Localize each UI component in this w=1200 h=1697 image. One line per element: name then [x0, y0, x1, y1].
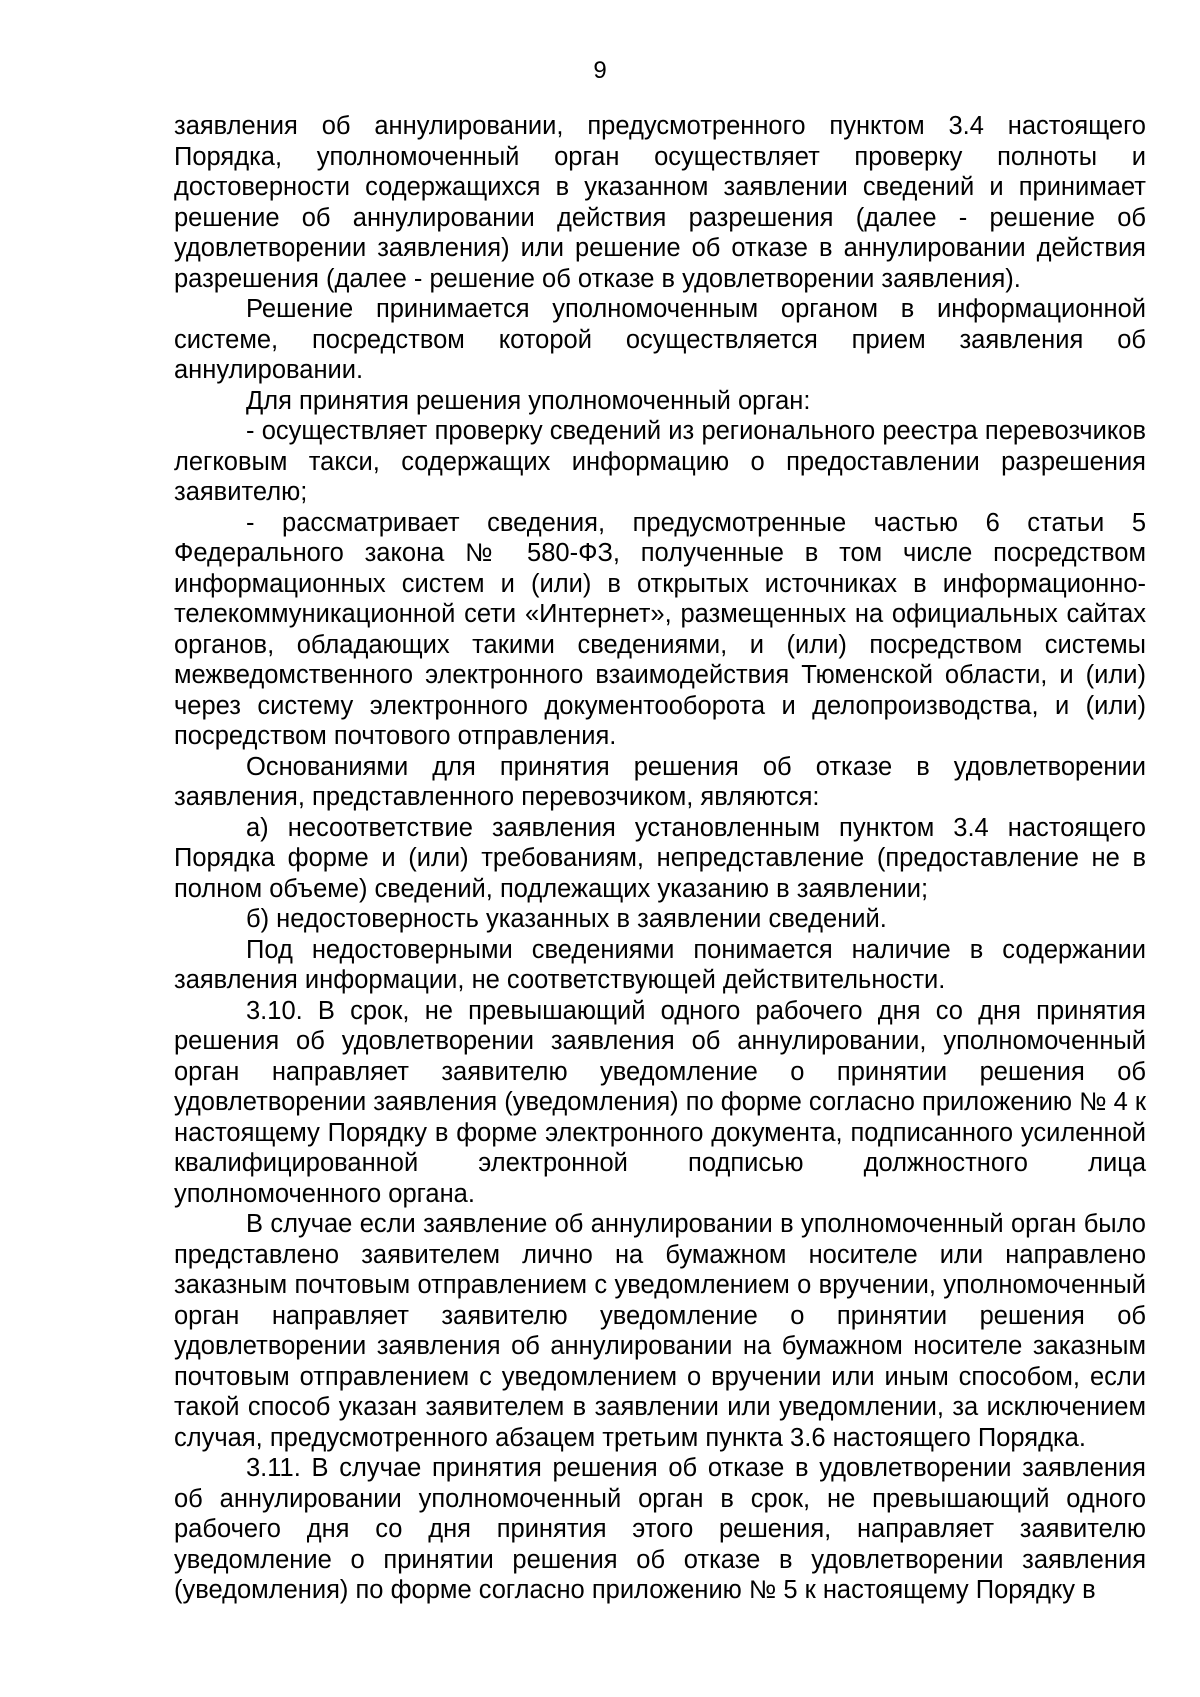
list-item-review-information: - рассматривает сведения, предусмотренные частью 6 статьи 5 Федерального закона № 580-ФЗ, полученные в том числе посредством информационных систем и (или) в открытых источниках в информационно-телекоммуникационной сети «Интернет», размещенных на официальных сайтах органов, обладающих такими сведениями, и (или) посредством системы межведомственного электронного взаимодействия Тюменской области, и (или) через систему электронного документооборота и делопроизводства, и (или) посредством почтового отправления. — [174, 508, 1146, 750]
paragraph-inaccurate-definition: Под недостоверными сведениями понимается наличие в содержании заявления информации, не соответствующей действительности. — [174, 935, 1146, 994]
page-number: 9 — [593, 57, 607, 84]
list-item-ground-a: а) несоответствие заявления установленным пунктом 3.4 настоящего Порядка форме и (или) требованиям, непредставление (предоставление не в полном объеме) сведений, подлежащих указанию в заявлении; — [174, 813, 1146, 903]
paragraph-refusal-grounds: Основаниями для принятия решения об отказе в удовлетворении заявления, представленного перевозчиком, являются: — [174, 752, 1146, 811]
clause-3-10: 3.10. В срок, не превышающий одного рабочего дня со дня принятия решения об удовлетворении заявления об аннулировании, уполномоченный орган направляет заявителю уведомление о принятии решения об удовлетворении заявления (уведомления) по форме согласно приложению № 4 к настоящему Порядку в форме электронного документа, подписанного усиленной квалифицированной электронной подписью должностного лица уполномоченного органа. — [174, 996, 1146, 1208]
list-item-registry-check: - осуществляет проверку сведений из регионального реестра перевозчиков легковым такси, содержащих информацию о предоставлении разрешения заявителю; — [174, 417, 1146, 506]
paragraph-paper-notification: В случае если заявление об аннулировании в уполномоченный орган было представлено заявителем лично на бумажном носителе или направлено заказным почтовым отправлением с уведомлением о вручении, уполномоченный орган направляет заявителю уведомление о принятии решения об удовлетворении заявления об аннулировании на бумажном носителе заказным почтовым отправлением с уведомлением о вручении или иным способом, если такой способ указан заявителем в заявлении или уведомлении, за исключением случая, предусмотренного абзацем третьим пункта 3.6 настоящего Порядка. — [174, 1210, 1146, 1452]
document-body — [174, 111, 1146, 1606]
paragraph-decision-steps-intro: Для принятия решения уполномоченный орган: — [246, 386, 811, 415]
list-item-ground-b: б) недостоверность указанных в заявлении сведений. — [246, 905, 887, 933]
paragraph-decision: Решение принимается уполномоченным органом в информационной системе, посредством которой осуществляется прием заявления об аннулировании. — [174, 295, 1146, 384]
clause-3-11: 3.11. В случае принятия решения об отказе в удовлетворении заявления об аннулировании уполномоченный орган в срок, не превышающий одного рабочего дня со дня принятия этого решения, направляет заявителю уведомление о принятии решения об отказе в удовлетворении заявления (уведомления) по форме согласно приложению № 5 к настоящему Порядку в — [174, 1454, 1146, 1604]
paragraph-continuation: заявления об аннулировании, предусмотренного пунктом 3.4 настоящего Порядка, уполномоченный орган осуществляет проверку полноты и достоверности содержащихся в указанном заявлении сведений и принимает решение об аннулировании действия разрешения (далее - решение об удовлетворении заявления) или решение об отказе в аннулировании действия разрешения (далее - решение об отказе в удовлетворении заявления). — [174, 112, 1146, 293]
